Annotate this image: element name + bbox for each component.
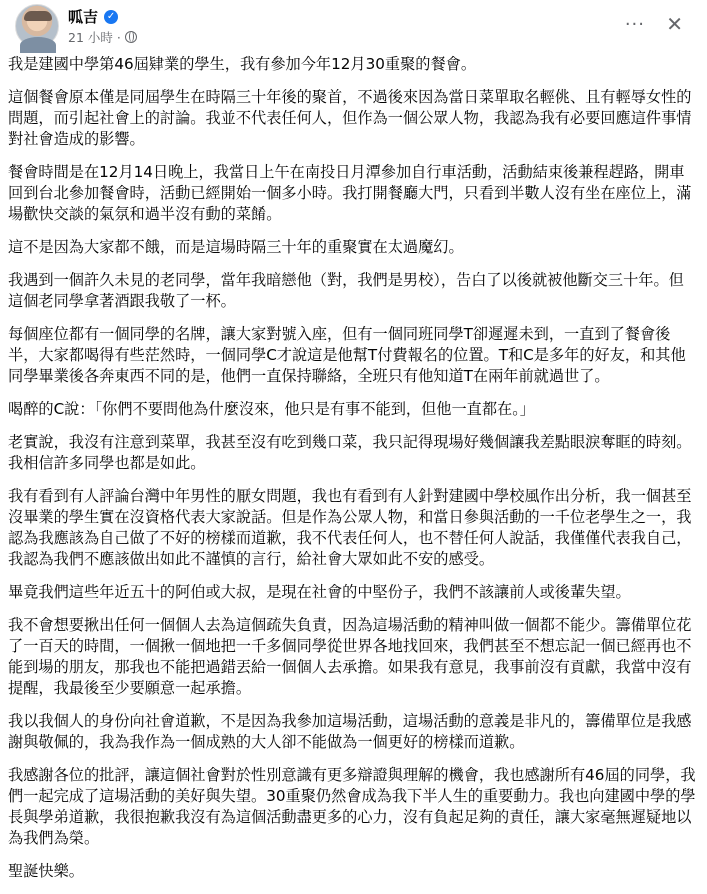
avatar-hair <box>24 11 52 21</box>
post-meta <box>68 28 137 46</box>
meta-separator: · <box>116 29 121 45</box>
post-paragraph: 我不會想要揪出任何一個個人去為這個疏失負責，因為這場活動的精神叫做一個都不能少。籌備單位花了一百天的時間，一個揪一個地把一千多個同學從世界各地找回來，我們甚至不想忘記一個已經再也不能到場的朋友，那我也不能把過錯丟給一個個人去承擔。如果我有意見，我事前沒有貢獻，我當中沒有提醒，我最後至少要願意一起承擔。 <box>8 616 692 697</box>
post-paragraph: 我是建國中學第46屆肄業的學生，我有參加今年12月30重聚的餐會。 <box>8 55 477 73</box>
post-paragraph: 每個座位都有一個同學的名牌，讓大家對號入座，但有一個同班同學T卻遲遲未到，一直到了餐會後半，大家都喝得有些茫然時，一個同學C才說這是他幫T付費報名的位置。T和C是多年的好友，和其他同學畢業後各奔東西不同的是，他們一直保持聯絡，全班只有他知道T在兩年前就過世了。 <box>8 325 686 385</box>
author-avatar[interactable] <box>15 4 59 48</box>
post-paragraph: 我以我個人的身份向社會道歉，不是因為我參加這場活動，這場活動的意義是非凡的，籌備單位是我感謝與敬佩的，我為我作為一個成熟的大人卻不能做為一個更好的榜樣而道歉。 <box>8 712 692 751</box>
close-icon[interactable]: ✕ <box>666 12 683 36</box>
author-name[interactable]: 呱吉 <box>68 8 99 26</box>
verified-badge-icon: ✓ <box>104 10 118 24</box>
avatar-shirt <box>20 37 56 53</box>
post-paragraph: 畢竟我們這些年近五十的阿伯或大叔，是現在社會的中堅份子，我們不該讓前人或後輩失望。 <box>8 583 631 601</box>
post-paragraph: 餐會時間是在12月14日晚上，我當日上午在南投日月潭參加自行車活動，活動結束後兼程趕路，開車回到台北參加餐會時，活動已經開始一個多小時。我打開餐廳大門，只看到半數人沒有坐在座位上，滿場歡快交談的氣氛和過半沒有動的菜餚。 <box>8 163 692 223</box>
author-name-row <box>68 6 118 27</box>
post-header <box>8 0 699 52</box>
post-paragraph: 老實說，我沒有注意到菜單，我甚至沒有吃到幾口菜，我只記得現場好幾個讓我差點眼淚奪眶的時刻。我相信許多同學也都是如此。 <box>8 433 692 472</box>
post-paragraph: 這個餐會原本僅是同屆學生在時隔三十年後的聚首，不過後來因為當日菜單取名輕佻、且有輕辱女性的問題，而引起社會上的討論。我並不代表任何人，但作為一個公眾人物，我認為我有必要回應這件事情對社會造成的影響。 <box>8 88 692 148</box>
post-paragraph: 我遇到一個許久未見的老同學，當年我暗戀他（對，我們是男校），告白了以後就被他斷交三十年。但這個老同學拿著酒跟我敬了一杯。 <box>8 271 684 310</box>
post-paragraph: 喝醉的C說：「你們不要問他為什麼沒來，他只是有事不能到，但他一直都在。」 <box>8 400 535 418</box>
post-paragraph: 聖誕快樂。 <box>8 862 84 880</box>
public-globe-icon[interactable] <box>125 31 137 43</box>
post-paragraph: 這不是因為大家都不餓，而是這場時隔三十年的重聚實在太過魔幻。 <box>8 238 464 256</box>
post-paragraph: 我有看到有人評論台灣中年男性的厭女問題，我也有看到有人針對建國中學校風作出分析，我一個甚至沒畢業的學生實在沒資格代表大家說話。但是作為公眾人物，和當日參與活動的一千位老學生之一，我認為我應該為自己做了不好的榜樣而道歉，我不代表任何人，也不替任何人說話，我僅僅代表我自己，我認為我們不應該做出如此不謹慎的言行，給社會大眾如此不安的感受。 <box>8 487 692 568</box>
post-paragraph: 我感謝各位的批評，讓這個社會對於性別意識有更多辯證與理解的機會，我也感謝所有46屆的同學，我們一起完成了這場活動的美好與失望。30重聚仍然會成為我下半人生的重要動力。我也向建國中學的學長與學弟道歉，我很抱歉我沒有為這個活動盡更多的心力，沒有負起足夠的責任，讓大家毫無遲疑地以為我們為榮。 <box>8 766 696 847</box>
more-options-icon[interactable]: ··· <box>624 14 645 35</box>
post-timestamp[interactable]: 21 小時 <box>68 30 113 45</box>
post-body <box>8 54 699 894</box>
